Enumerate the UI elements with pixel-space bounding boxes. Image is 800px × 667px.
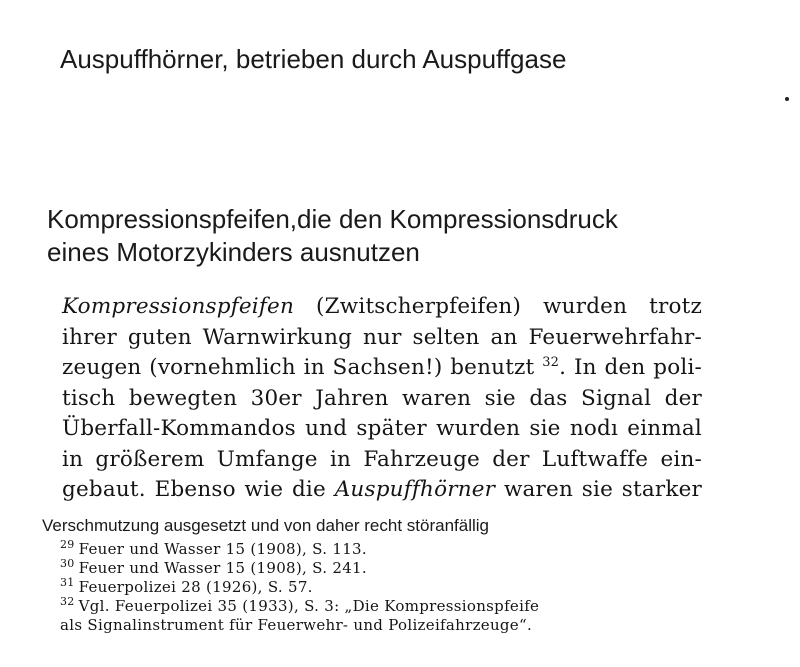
footnote-text: Feuerpolizei 28 (1926), S. 57.: [78, 578, 313, 596]
footnote-text: als Signalinstrument für Feuerwehr- und Polizeifahrzeuge“.: [60, 616, 533, 634]
body-line-6: in größerem Umfange in Fahrzeuge der Luftwaffe ein-: [62, 446, 702, 472]
footnote-32-continuation: [60, 616, 720, 635]
heading-compression-whistles: [47, 203, 618, 269]
body-line-2: ihrer guten Warnwirkung nur selten an Feuerwehrfahr-: [62, 324, 702, 350]
footnote-text: Vgl. Feuerpolizei 35 (1933), S. 3: „Die Kompressionspfeife: [78, 597, 540, 615]
body-line-3-a: zeugen (vornehmlich in Sachsen!) benutzt: [62, 355, 543, 380]
body-line-7: [62, 475, 702, 506]
footnote-text: Feuer und Wasser 15 (1908), S. 241.: [78, 559, 367, 577]
body-line-4: tisch bewegten 30er Jahren waren sie das Signal der: [62, 385, 702, 411]
heading-compression-line-2: eines Motorzykinders ausnutzen: [47, 237, 420, 267]
body-line-1-rest: (Zwitscherpfeifen) wurden trotz: [294, 294, 702, 319]
heading-compression-line-1: Kompressionspfeifen,die den Kompressionsdruck: [47, 204, 618, 234]
heading-exhaust-horns: Auspuffhörner, betrieben durch Auspuffgase: [60, 44, 567, 74]
italic-term-exhaust-horns: Auspuffhörner: [334, 477, 496, 502]
footnote-30: [60, 559, 720, 578]
footnote-29: [60, 540, 720, 559]
footnote-number: 30: [60, 557, 75, 570]
body-line-7-a: gebaut. Ebenso wie die: [62, 477, 335, 502]
body-line-3: [62, 353, 702, 384]
body-line-1: [62, 292, 702, 323]
footnotes-block: [60, 540, 720, 635]
footnote-ref-32: 32: [542, 354, 560, 370]
footnote-number: 32: [60, 595, 75, 608]
italic-term-compression-whistles: Kompressionspfeifen: [62, 294, 294, 319]
scanned-body-paragraph: [62, 292, 702, 506]
body-line-5: Überfall-Kommandos und später wurden sie nodı einmal: [62, 416, 702, 441]
footnote-number: 29: [60, 538, 75, 551]
footnote-text: Feuer und Wasser 15 (1908), S. 113.: [78, 540, 367, 558]
footnote-number: 31: [60, 576, 75, 589]
footnote-31: [60, 578, 720, 597]
overlay-annotation: Verschmutzung ausgesetzt und von daher recht störanfällig: [42, 516, 489, 535]
stray-dot-mark: [785, 97, 789, 101]
body-line-7-b: waren sie starker: [495, 477, 703, 502]
body-line-3-b: . In den poli-: [559, 355, 702, 380]
footnote-32: [60, 597, 720, 616]
